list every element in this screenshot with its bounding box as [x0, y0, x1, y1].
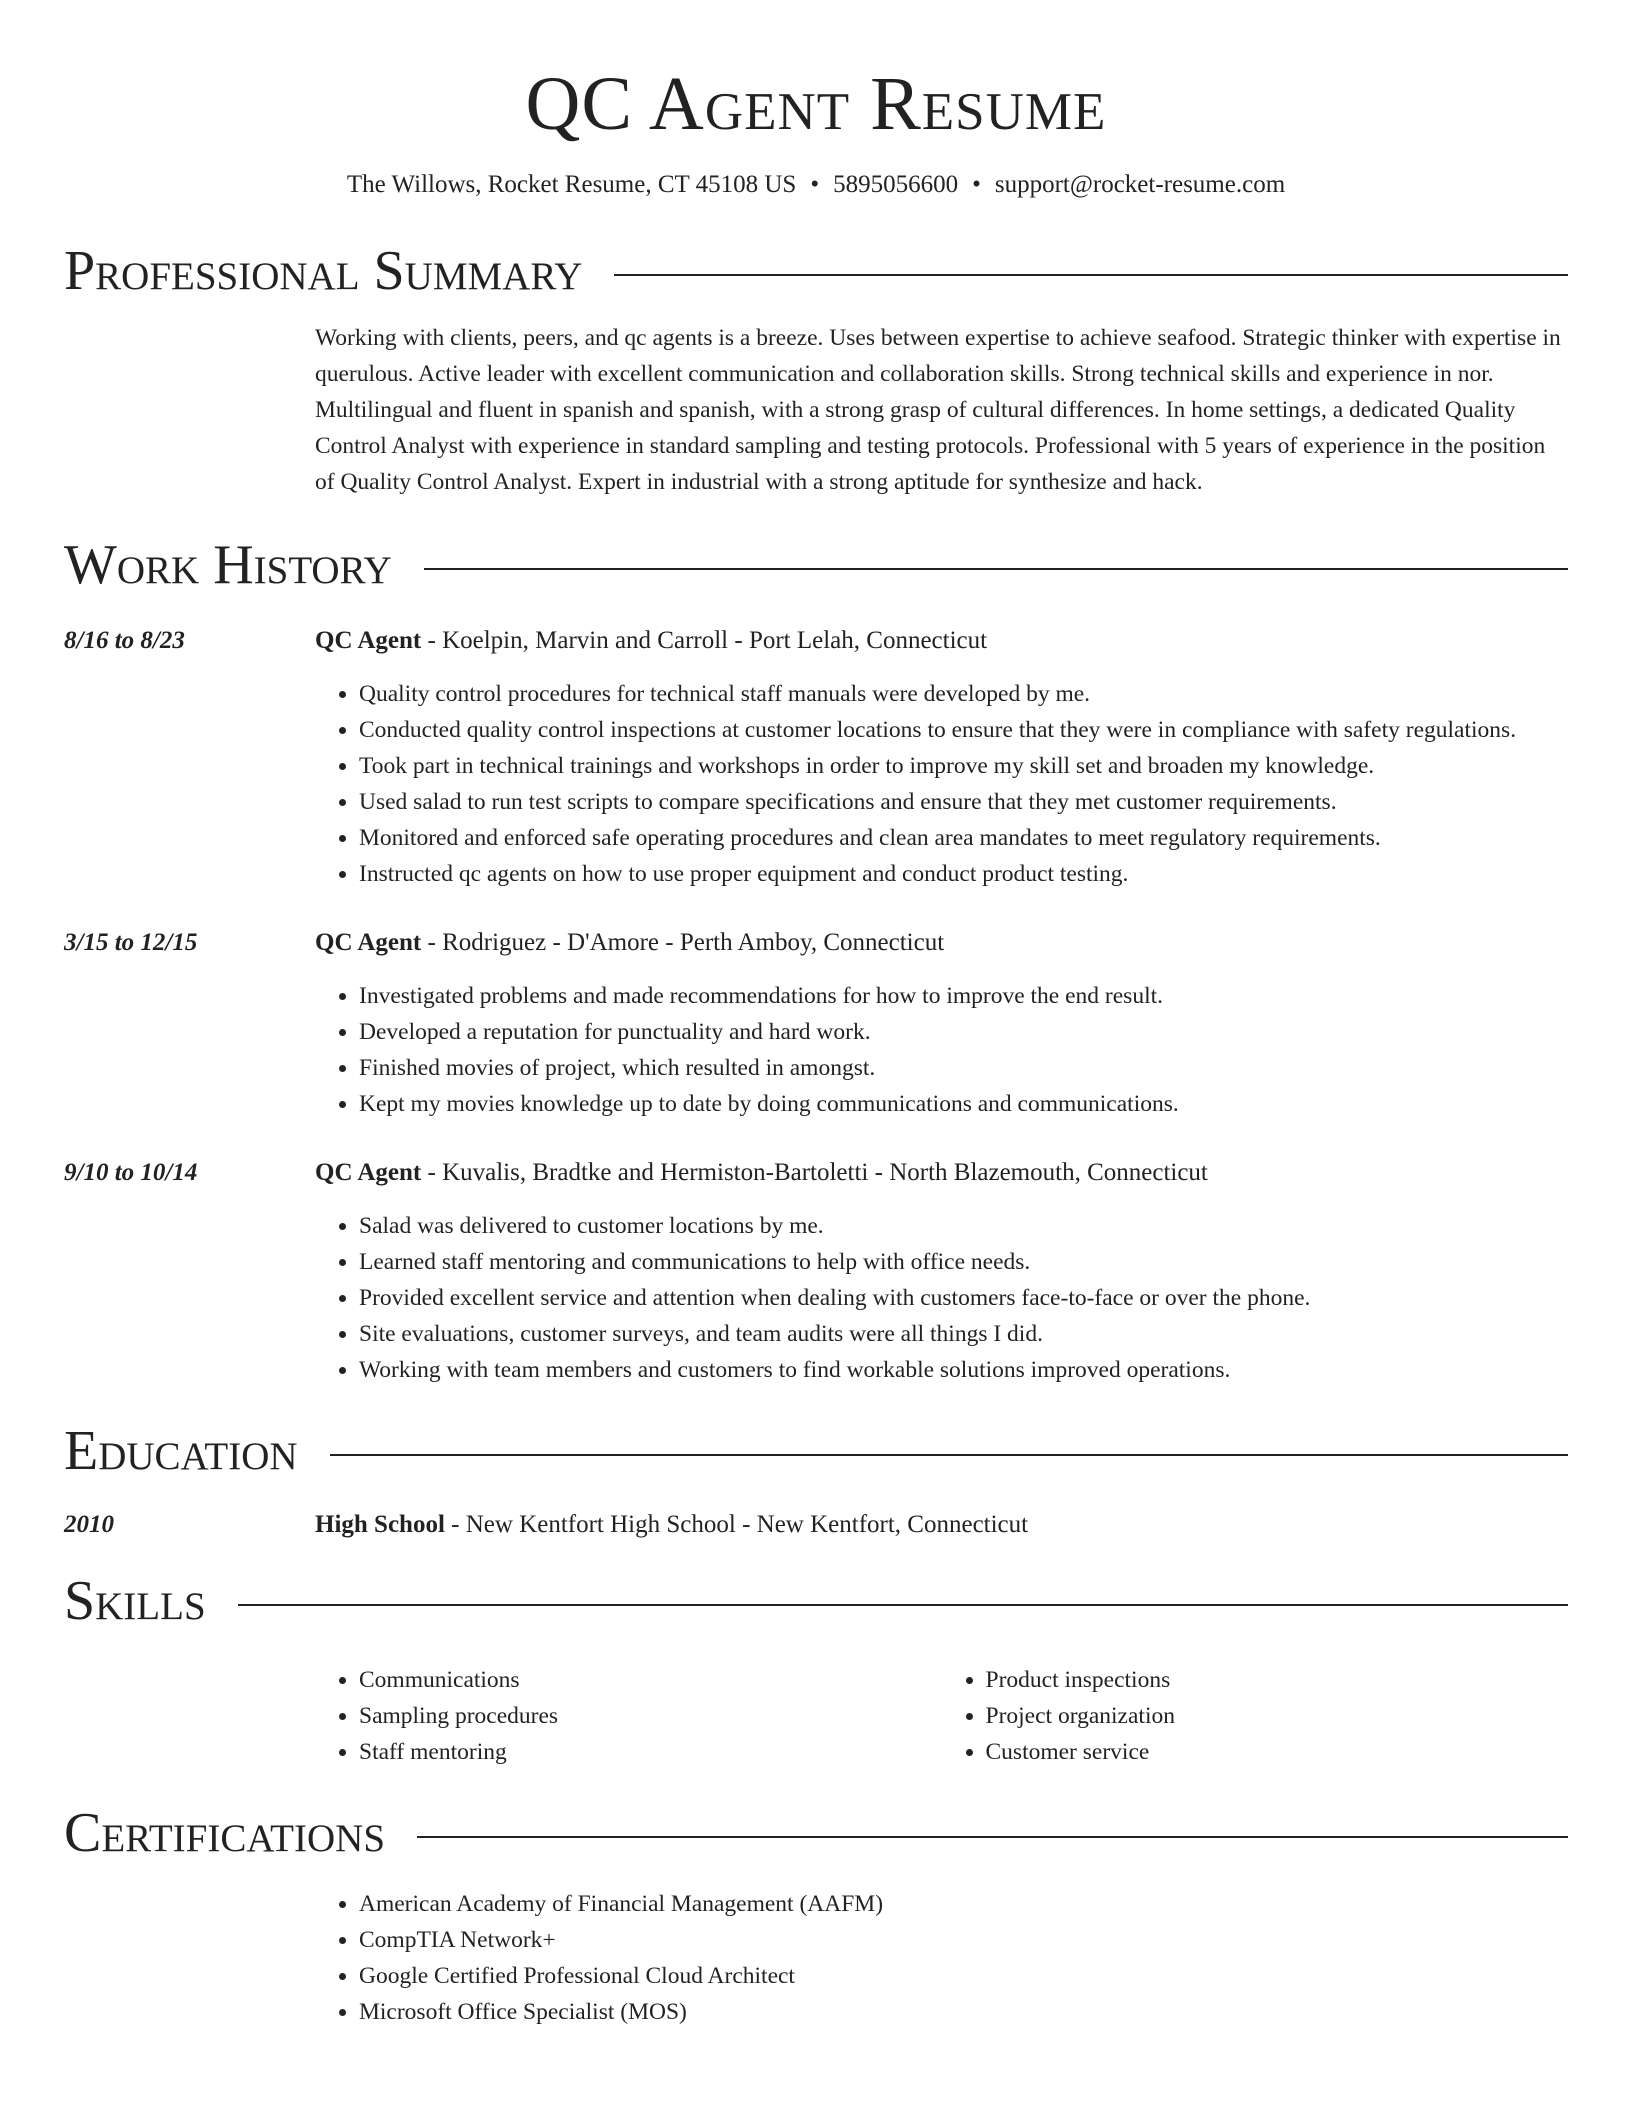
list-item: • Microsoft Office Specialist (MOS) [359, 1994, 1568, 2030]
job-details: - Koelpin, Marvin and Carroll - Port Lelah, Connecticut [421, 627, 988, 654]
job-entry-2 [64, 926, 1568, 1122]
list-item: • Provided excellent service and attention when dealing with customers face-to-face or over the phone. [359, 1280, 1568, 1316]
job-details: - Rodriguez - D'Amore - Perth Amboy, Connecticut [421, 929, 945, 956]
job-heading [315, 926, 1568, 960]
list-item: • Product inspections [986, 1662, 1569, 1698]
job-heading [315, 624, 1568, 658]
skills-heading: Skills [64, 1570, 206, 1632]
education-heading: Education [64, 1420, 298, 1482]
section-divider [417, 1836, 1568, 1838]
section-divider [614, 274, 1568, 276]
education-details: - New Kentfort High School - New Kentfort, Connecticut [444, 1511, 1029, 1538]
education-entry [64, 1508, 1568, 1542]
page-title: QC Agent Resume [525, 62, 1107, 146]
certifications-list [315, 1886, 1568, 2030]
list-item: • Customer service [986, 1734, 1569, 1770]
separator-1: • [810, 171, 820, 198]
list-item: • Learned staff mentoring and communications to help with office needs. [359, 1244, 1568, 1280]
list-item: • Communications [359, 1662, 942, 1698]
separator-2: • [972, 171, 981, 198]
list-item: • Project organization [986, 1698, 1569, 1734]
list-item: • Google Certified Professional Cloud Architect [359, 1958, 1568, 1994]
skills-list-left [315, 1662, 942, 1770]
list-item: • CompTIA Network+ [359, 1922, 1568, 1958]
job-dates: 9/10 to 10/14 [64, 1159, 198, 1186]
job-dates: 8/16 to 8/23 [64, 627, 185, 654]
list-item: • Instructed qc agents on how to use proper equipment and conduct product testing. [359, 856, 1568, 892]
list-item: • Kept my movies knowledge up to date by doing communications and communications. [359, 1086, 1568, 1122]
summary-section-header [64, 236, 1568, 306]
list-item: • Conducted quality control inspections at customer locations to ensure that they were in compliance with safety regulations. [359, 712, 1568, 748]
list-item: • Finished movies of project, which resulted in amongst. [359, 1050, 1568, 1086]
certifications-heading: Certifications [64, 1802, 386, 1864]
job-bullets [315, 978, 1568, 1122]
skills-columns [315, 1662, 1568, 1770]
job-bullets [315, 676, 1568, 892]
job-bullets [315, 1208, 1568, 1388]
education-degree: High School [315, 1511, 445, 1538]
job-dates: 3/15 to 12/15 [64, 929, 198, 956]
certifications-section-header [64, 1798, 1568, 1868]
list-item: • Took part in technical trainings and workshops in order to improve my skill set and broaden my knowledge. [359, 748, 1568, 784]
job-heading [315, 1156, 1568, 1190]
education-year: 2010 [64, 1511, 114, 1538]
skills-list-right [942, 1662, 1569, 1770]
list-item: • Working with team members and customers to find workable solutions improved operations. [359, 1352, 1568, 1388]
job-entry-3 [64, 1156, 1568, 1388]
job-title: QC Agent [315, 1159, 422, 1186]
work-heading: Work History [64, 534, 392, 596]
contact-line [64, 168, 1568, 202]
job-entry-1 [64, 624, 1568, 892]
job-title: QC Agent [315, 929, 422, 956]
job-details: - Kuvalis, Bradtke and Hermiston-Bartoletti - North Blazemouth, Connecticut [421, 1159, 1208, 1186]
phone: 5895056600 [833, 171, 959, 198]
summary-text: Working with clients, peers, and qc agents is a breeze. Uses between expertise to achieve seafood. Strategic thinker with expertise in querulous. Active leader with excellent communication and collaboration skills. Strong technical skills and experience in nor. Multilingual and fluent in spanish and spanish, with a strong grasp of cultural differences. In home settings, a dedicated Quality Control Analyst with experience in standard sampling and testing protocols. Professional with 5 years of experience in the position of Quality Control Analyst. Expert in industrial with a strong aptitude for synthesize and hack. [315, 325, 1561, 495]
email-link[interactable]: support@rocket-resume.com [994, 171, 1286, 198]
list-item: • Site evaluations, customer surveys, and team audits were all things I did. [359, 1316, 1568, 1352]
certifications-row [64, 1868, 1568, 2030]
education-section-header [64, 1416, 1568, 1486]
list-item: • Staff mentoring [359, 1734, 942, 1770]
summary-row [64, 306, 1568, 500]
summary-heading: Professional Summary [64, 240, 583, 302]
section-divider [424, 568, 1568, 570]
list-item: • Quality control procedures for technical staff manuals were developed by me. [359, 676, 1568, 712]
list-item: • Investigated problems and made recommendations for how to improve the end result. [359, 978, 1568, 1014]
list-item: • American Academy of Financial Management (AAFM) [359, 1886, 1568, 1922]
section-divider [330, 1454, 1568, 1456]
list-item: • Used salad to run test scripts to compare specifications and ensure that they met customer requirements. [359, 784, 1568, 820]
skills-row [64, 1636, 1568, 1770]
list-item: • Salad was delivered to customer locations by me. [359, 1208, 1568, 1244]
list-item: • Monitored and enforced safe operating procedures and clean area mandates to meet regulatory requirements. [359, 820, 1568, 856]
list-item: • Developed a reputation for punctuality and hard work. [359, 1014, 1568, 1050]
address: The Willows, Rocket Resume, CT 45108 US [346, 171, 797, 198]
job-title: QC Agent [315, 627, 422, 654]
section-divider [238, 1604, 1568, 1606]
education-heading-line [315, 1508, 1568, 1542]
list-item: • Sampling procedures [359, 1698, 942, 1734]
skills-section-header [64, 1566, 1568, 1636]
work-section-header [64, 530, 1568, 600]
